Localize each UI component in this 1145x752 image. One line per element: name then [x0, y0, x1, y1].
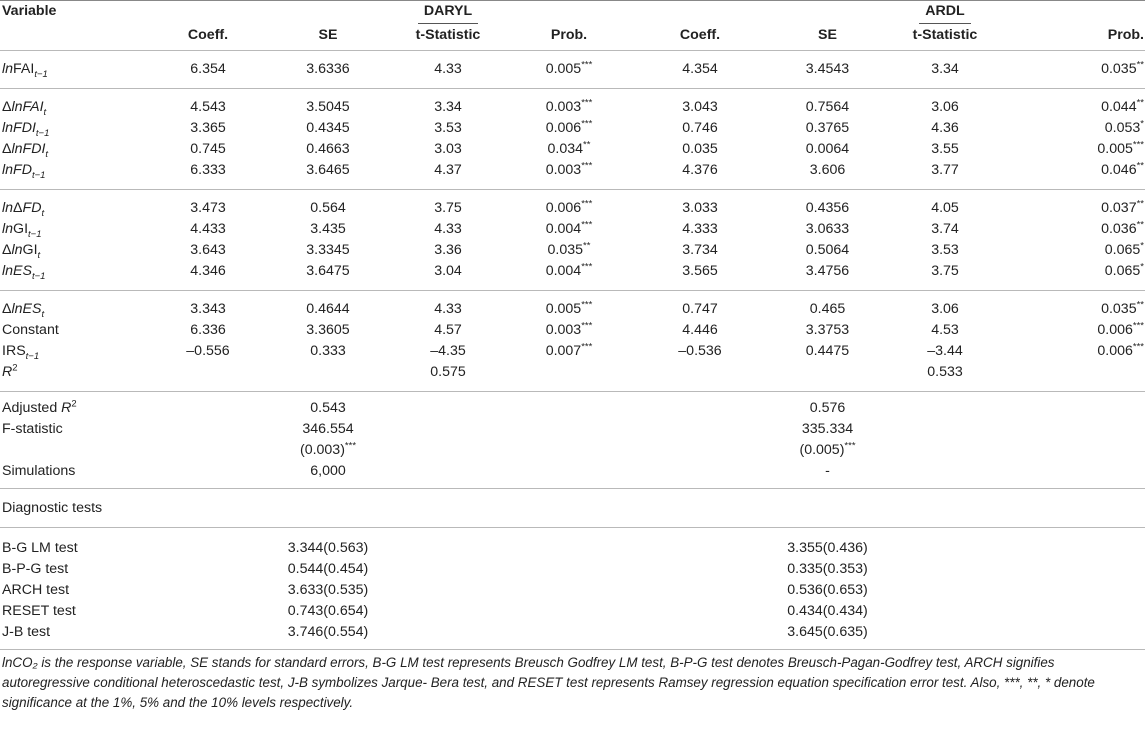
ardl-cell: 0.747: [630, 291, 770, 321]
daryl-cell: 3.6336: [306, 61, 350, 77]
daryl-cell: 0.004***: [545, 261, 593, 279]
ardl-cell: 0.465: [770, 291, 885, 321]
diagnostic-row: [0, 528, 1145, 560]
daryl-cell: 0.004***: [545, 219, 593, 237]
table-row: [0, 240, 1145, 261]
col-header: Prob.: [1107, 27, 1144, 43]
daryl-cell: 4.33: [434, 221, 462, 237]
ardl-cell: 3.34: [931, 61, 959, 77]
daryl-cell: 0.564: [268, 190, 388, 220]
daryl-cell: 0.333: [310, 343, 346, 359]
simulations-ardl: -: [825, 463, 830, 479]
variable-label: lnGI$_{t-1}$: [2, 221, 42, 240]
col-header: SE: [818, 27, 837, 43]
ardl-cell: 4.333: [682, 221, 718, 237]
diagnostic-daryl: 0.743(0.654): [287, 603, 369, 619]
ardl-cell: 3.0633: [805, 221, 850, 237]
ardl-cell: 0.065*: [1104, 240, 1144, 258]
daryl-cell: 0.003***: [545, 160, 593, 178]
table-row: [0, 320, 1145, 341]
ardl-cell: 0.746: [682, 120, 718, 136]
ardl-cell: 0.3765: [805, 120, 850, 136]
ardl-cell: 3.4756: [805, 263, 850, 279]
ardl-cell: 3.55: [931, 141, 959, 157]
daryl-cell: 3.75: [388, 190, 508, 220]
diagnostic-row: [0, 559, 1145, 580]
daryl-cell: 4.33: [434, 61, 462, 77]
ardl-cell: –0.536: [678, 343, 722, 359]
table-row: [0, 362, 1145, 392]
ardl-cell: 0.036**: [1101, 219, 1144, 237]
variable-label: $R^2$: [2, 362, 18, 380]
col-header: SE: [318, 27, 338, 43]
variable-label: lnFAI$_{t-1}$: [2, 61, 48, 80]
diagnostic-daryl: 0.544(0.454): [287, 561, 369, 577]
ardl-cell: 0.5064: [805, 242, 850, 258]
diagnostic-label: B-G LM test: [0, 528, 268, 560]
daryl-cell: 3.435: [310, 221, 346, 237]
diagnostic-title: Diagnostic tests: [0, 489, 388, 528]
ardl-cell: 0.533: [927, 364, 963, 380]
daryl-cell: 0.575: [430, 364, 466, 380]
simulations-daryl: 6,000: [310, 463, 346, 479]
daryl-cell: [508, 362, 630, 392]
ardl-cell: 4.36: [931, 120, 959, 136]
ardl-cell: 0.035**: [1101, 59, 1144, 77]
ardl-group-header: ARDL: [919, 2, 970, 24]
col-header: Coeff.: [679, 27, 721, 43]
daryl-cell: 3.365: [190, 120, 226, 136]
diagnostic-row: [0, 580, 1145, 601]
col-header: Prob.: [550, 27, 588, 43]
fstat-ardl: 335.334: [801, 421, 854, 437]
diagnostic-ardl: 3.645(0.635): [787, 624, 868, 640]
diagnostic-row: [0, 622, 1145, 650]
ardl-cell: 3.06: [885, 291, 1005, 321]
ardl-cell: 3.06: [885, 89, 1005, 119]
table-row: [0, 89, 1145, 119]
ardl-cell: 0.035**: [1005, 291, 1145, 321]
col-header: Coeff.: [187, 27, 229, 43]
table-row: [0, 51, 1145, 89]
daryl-cell: 3.6465: [306, 162, 350, 178]
daryl-cell: [148, 362, 268, 392]
variable-label: lnFDI$_{t-1}$: [2, 120, 50, 139]
ardl-cell: 3.043: [630, 89, 770, 119]
table-row: [0, 291, 1145, 321]
daryl-cell: 0.005***: [508, 291, 630, 321]
daryl-cell: 0.035**: [547, 240, 591, 258]
variable-label: ΔlnES$_t$: [0, 291, 148, 321]
variable-label: ΔlnGI$_t$: [2, 242, 41, 261]
daryl-cell: –0.556: [186, 343, 230, 359]
coefficient-rows: [0, 51, 1145, 392]
daryl-cell: [268, 362, 388, 392]
ardl-cell: 3.77: [931, 162, 959, 178]
daryl-cell: 3.34: [388, 89, 508, 119]
diagnostic-ardl: 0.434(0.434): [787, 603, 868, 619]
daryl-cell: 0.745: [190, 141, 226, 157]
diagnostic-daryl: 3.344(0.563): [268, 528, 388, 560]
table-row: [0, 118, 1145, 139]
daryl-cell: 3.36: [434, 242, 462, 258]
ardl-cell: [630, 362, 770, 392]
daryl-cell: 4.433: [190, 221, 226, 237]
ardl-cell: 4.446: [682, 322, 718, 338]
diagnostic-daryl: 3.746(0.554): [287, 624, 369, 640]
daryl-cell: 3.3605: [306, 322, 350, 338]
daryl-cell: 3.473: [148, 190, 268, 220]
ardl-cell: 0.065*: [1104, 261, 1144, 279]
diagnostic-daryl: 3.633(0.535): [287, 582, 369, 598]
fstat-p-ardl: (0.005)***: [799, 440, 856, 458]
diagnostic-label: ARCH test: [2, 582, 70, 598]
daryl-cell: 3.643: [190, 242, 226, 258]
table-footnote: lnCO₂ is the response variable, SE stands for standard errors, B-G LM test represents Breusch Godfrey LM test, B-P-G test denotes Breusch-Pagan-Godfrey test, ARCH signifies autoregressive conditional heteroscedastic test, J-B symbolizes Jarque- Bera test, and RESET test represents Ramsey regression equation specification error test. Also, ***, **, * denote significance at the 1%, 5% and the 10% levels respectively.: [0, 650, 1145, 714]
daryl-cell: 3.53: [434, 120, 462, 136]
col-header: t-Statistic: [415, 27, 481, 43]
diagnostic-label: RESET test: [2, 603, 76, 619]
daryl-cell: 4.543: [148, 89, 268, 119]
diagnostic-label: J-B test: [2, 624, 51, 640]
ardl-cell: 0.005***: [1097, 139, 1144, 157]
daryl-cell: 0.4345: [306, 120, 350, 136]
daryl-cell: 3.04: [434, 263, 462, 279]
variable-header: Variable: [2, 3, 57, 19]
daryl-cell: 4.57: [434, 322, 462, 338]
ardl-cell: 0.035: [682, 141, 718, 157]
daryl-cell: 3.343: [148, 291, 268, 321]
daryl-cell: 0.006***: [508, 190, 630, 220]
diagnostic-ardl: 0.335(0.353): [787, 561, 868, 577]
variable-label: ΔlnFDI$_t$: [2, 141, 49, 160]
stats-rows: [0, 392, 1145, 528]
ardl-cell: –3.44: [927, 343, 963, 359]
column-header-row: [0, 24, 1145, 51]
ardl-cell: 0.006***: [1097, 320, 1144, 338]
table-row: [0, 219, 1145, 240]
daryl-cell: –4.35: [430, 343, 466, 359]
diagnostic-ardl: 0.536(0.653): [787, 582, 868, 598]
daryl-cell: 0.006***: [545, 118, 593, 136]
ardl-cell: 3.734: [682, 242, 718, 258]
ardl-cell: 4.376: [682, 162, 718, 178]
daryl-cell: 4.33: [388, 291, 508, 321]
variable-label: lnFD$_{t-1}$: [2, 162, 46, 181]
daryl-group-header: DARYL: [418, 2, 478, 24]
adj-r2-label: Adjusted $R^2$: [0, 392, 148, 420]
daryl-cell: 4.346: [190, 263, 226, 279]
ardl-cell: 0.4356: [770, 190, 885, 220]
adj-r2-daryl: 0.543: [268, 392, 388, 420]
daryl-cell: 0.003***: [545, 320, 593, 338]
daryl-cell: 0.4644: [268, 291, 388, 321]
ardl-cell: 0.4475: [805, 343, 850, 359]
daryl-cell: 3.5045: [268, 89, 388, 119]
daryl-cell: 4.37: [434, 162, 462, 178]
ardl-cell: [770, 362, 885, 392]
ardl-cell: 3.3753: [805, 322, 850, 338]
diagnostic-label: B-P-G test: [2, 561, 69, 577]
daryl-cell: 0.4663: [306, 141, 350, 157]
daryl-cell: 3.6475: [306, 263, 350, 279]
ardl-cell: 0.037**: [1005, 190, 1145, 220]
table-row: [0, 139, 1145, 160]
ardl-cell: 3.74: [931, 221, 959, 237]
variable-label: $IRS_{t-1}$: [2, 343, 40, 362]
ardl-cell: 4.354: [682, 61, 718, 77]
variable-label: ΔlnFAI$_t$: [0, 89, 148, 119]
ardl-cell: 3.4543: [805, 61, 850, 77]
fstat-daryl: 346.554: [302, 421, 354, 437]
diagnostic-rows: [0, 528, 1145, 650]
ardl-cell: 0.0064: [805, 141, 850, 157]
ardl-cell: 0.044**: [1005, 89, 1145, 119]
daryl-cell: 6.336: [190, 322, 226, 338]
ardl-cell: 0.006***: [1097, 341, 1144, 359]
ardl-cell: [1005, 362, 1145, 392]
diagnostic-ardl: 3.355(0.436): [770, 528, 885, 560]
table-row: [0, 190, 1145, 220]
daryl-cell: 0.034**: [547, 139, 591, 157]
variable-label: Constant: [2, 322, 59, 338]
col-header: t-Statistic: [912, 27, 978, 43]
ardl-cell: 3.53: [931, 242, 959, 258]
fstat-label: F-statistic: [2, 421, 63, 437]
ardl-cell: 0.7564: [770, 89, 885, 119]
ardl-cell: 0.053*: [1104, 118, 1144, 136]
fstat-p-daryl: (0.003)***: [299, 440, 357, 458]
ardl-cell: 4.53: [931, 322, 959, 338]
daryl-cell: 3.03: [434, 141, 462, 157]
table-row: [0, 160, 1145, 190]
daryl-cell: 0.003***: [508, 89, 630, 119]
ardl-cell: 3.565: [682, 263, 718, 279]
ardl-cell: 0.046**: [1101, 160, 1144, 178]
ardl-cell: 3.606: [809, 162, 846, 178]
adj-r2-ardl: 0.576: [770, 392, 885, 420]
daryl-cell: 0.007***: [545, 341, 593, 359]
table-row: [0, 341, 1145, 362]
diagnostic-row: [0, 601, 1145, 622]
daryl-cell: 0.005***: [545, 59, 593, 77]
daryl-cell: 3.3345: [306, 242, 350, 258]
daryl-cell: 6.354: [190, 61, 226, 77]
simulations-label: Simulations: [2, 463, 76, 479]
ardl-cell: 3.033: [630, 190, 770, 220]
ardl-cell: 4.05: [885, 190, 1005, 220]
variable-label: lnΔFD$_t$: [0, 190, 148, 220]
table-row: [0, 261, 1145, 291]
ardl-cell: 3.75: [931, 263, 959, 279]
daryl-cell: 6.333: [190, 162, 226, 178]
variable-label: lnES$_{t-1}$: [2, 263, 46, 282]
